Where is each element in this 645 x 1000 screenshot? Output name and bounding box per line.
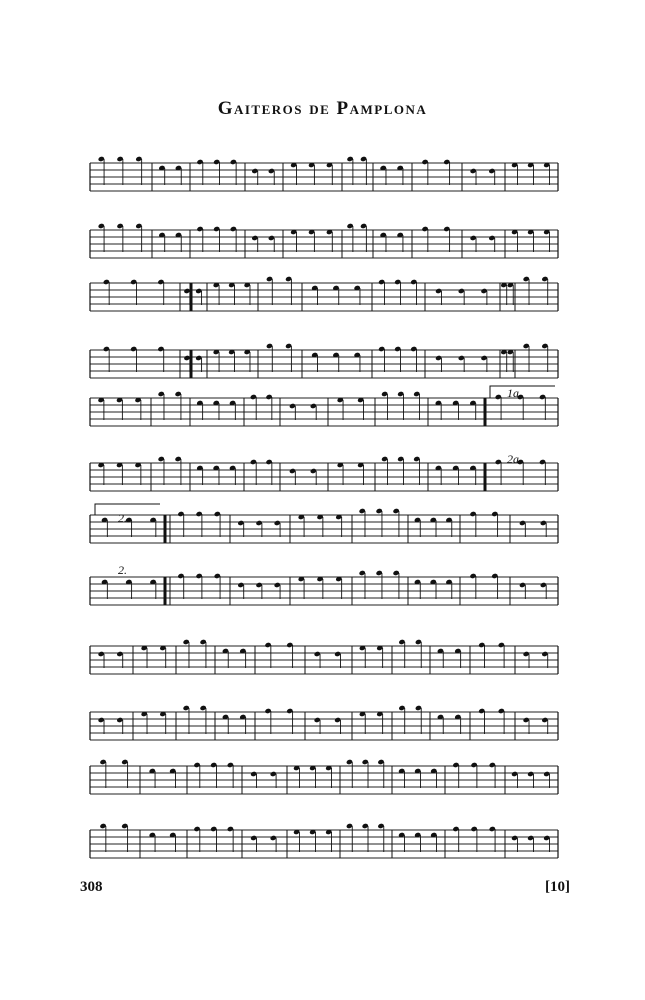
page-number: 308 — [80, 879, 103, 895]
upper-staff — [90, 276, 558, 311]
upper-staff — [90, 508, 558, 543]
lower-staff — [90, 343, 558, 378]
second-ending-label-bottom: 2. — [118, 563, 127, 577]
staff-system — [90, 276, 558, 378]
second-ending-label: 2a. — [507, 452, 522, 466]
staff-system — [90, 759, 558, 858]
upper-staff — [90, 759, 558, 794]
staff-systems — [90, 156, 558, 858]
lower-staff — [90, 223, 558, 258]
staff-system — [90, 391, 558, 491]
lower-staff — [90, 456, 558, 491]
upper-staff — [90, 391, 558, 426]
lower-staff — [90, 823, 558, 858]
piece-title: Gaiteros de Pamplona — [217, 98, 428, 119]
catalog-number: [10] — [545, 879, 570, 895]
staff-system — [90, 639, 558, 740]
upper-staff — [90, 639, 558, 674]
lower-staff — [90, 705, 558, 740]
first-ending-label: 1a. — [507, 386, 522, 400]
upper-staff — [90, 156, 558, 191]
staff-system — [90, 508, 558, 605]
second-ending-label-top: 2. — [118, 511, 127, 525]
lower-staff — [90, 570, 558, 605]
staff-system — [90, 156, 558, 258]
